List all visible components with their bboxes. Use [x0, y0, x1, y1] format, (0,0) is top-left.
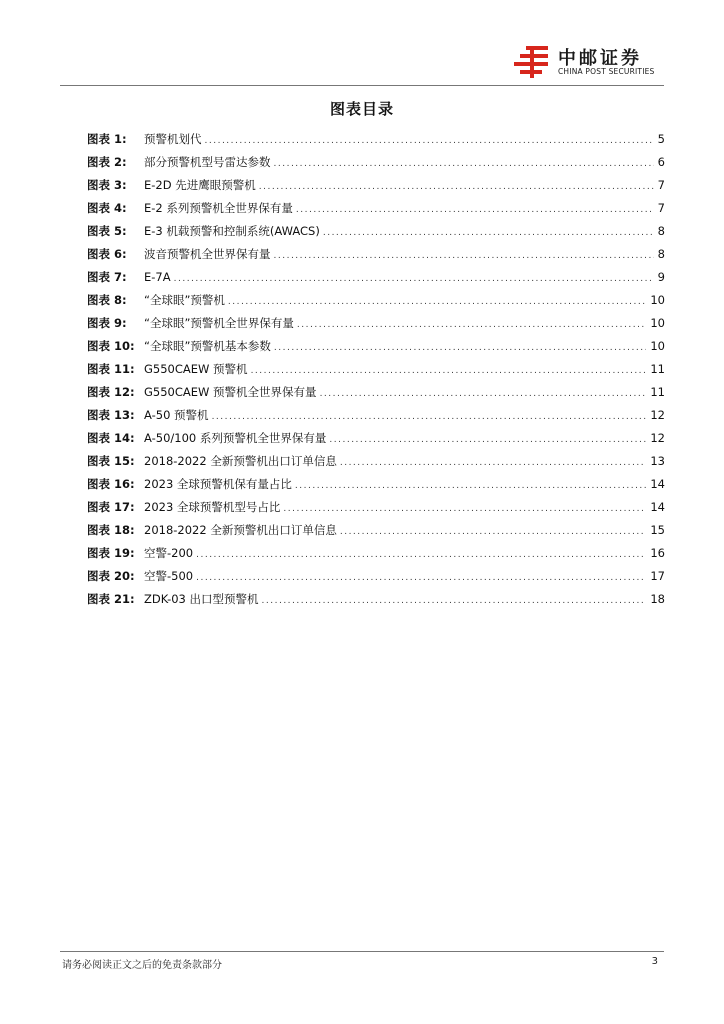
toc-figure-title: A-50/100 系列预警机全世界保有量	[144, 431, 327, 445]
toc-leader-dots	[295, 475, 646, 498]
page-title: 图表目录	[329, 100, 394, 118]
toc-figure-title: E-2D 先进鹰眼预警机	[144, 178, 256, 192]
toc-leader-dots	[323, 222, 654, 245]
toc-figure-title: 空警-200	[144, 546, 194, 560]
toc-page-number: 12	[650, 431, 665, 445]
toc-leader-dots	[274, 153, 654, 176]
toc-entry[interactable]	[87, 151, 665, 174]
logo-english-name: CHINA POST SECURITIES	[558, 67, 655, 76]
toc-entry[interactable]	[87, 542, 665, 565]
table-of-figures	[87, 128, 665, 611]
toc-figure-title: “全球眼”预警机	[144, 293, 225, 307]
toc-leader-dots	[212, 406, 647, 429]
toc-figure-number: 图表 16:	[87, 477, 135, 491]
toc-figure-title: ZDK-03 出口型预警机	[144, 592, 259, 606]
toc-entry[interactable]	[87, 220, 665, 243]
toc-leader-dots	[283, 498, 646, 521]
toc-figure-title: 波音预警机全世界保有量	[144, 247, 271, 261]
toc-leader-dots	[196, 544, 646, 567]
toc-leader-dots	[196, 567, 646, 590]
toc-figure-title: E-7A	[144, 270, 171, 284]
toc-leader-dots	[296, 199, 654, 222]
toc-figure-number: 图表 5:	[87, 224, 127, 238]
toc-leader-dots	[340, 521, 647, 544]
footer-disclaimer: 请务必阅读正文之后的免责条款部分	[62, 960, 222, 971]
toc-leader-dots	[274, 337, 646, 360]
toc-figure-number: 图表 7:	[87, 270, 127, 284]
toc-entry[interactable]	[87, 243, 665, 266]
toc-figure-title: E-2 系列预警机全世界保有量	[144, 201, 293, 215]
toc-page-number: 8	[657, 224, 665, 238]
toc-entry[interactable]	[87, 565, 665, 588]
toc-figure-number: 图表 10:	[87, 339, 135, 353]
toc-figure-title: 预警机划代	[144, 132, 202, 146]
toc-page-number: 11	[650, 362, 665, 376]
toc-figure-number: 图表 6:	[87, 247, 127, 261]
toc-figure-number: 图表 9:	[87, 316, 127, 330]
toc-leader-dots	[320, 383, 647, 406]
page-number: 3	[651, 956, 658, 967]
toc-figure-number: 图表 3:	[87, 178, 127, 192]
toc-figure-number: 图表 12:	[87, 385, 135, 399]
toc-entry[interactable]	[87, 381, 665, 404]
toc-entry[interactable]	[87, 266, 665, 289]
toc-figure-title: “全球眼”预警机全世界保有量	[144, 316, 294, 330]
toc-figure-number: 图表 21:	[87, 592, 135, 606]
toc-page-number: 15	[650, 523, 665, 537]
toc-leader-dots	[274, 245, 654, 268]
footer-divider	[60, 951, 664, 952]
toc-leader-dots	[228, 291, 646, 314]
toc-entry[interactable]	[87, 588, 665, 611]
toc-figure-number: 图表 14:	[87, 431, 135, 445]
toc-figure-number: 图表 18:	[87, 523, 135, 537]
toc-page-number: 18	[650, 592, 665, 606]
logo-chinese-name: 中邮证券	[558, 48, 642, 69]
toc-leader-dots	[251, 360, 647, 383]
toc-figure-title: 2023 全球预警机型号占比	[144, 500, 281, 514]
toc-figure-title: 部分预警机型号雷达参数	[144, 155, 271, 169]
toc-page-number: 6	[657, 155, 665, 169]
toc-page-number: 11	[650, 385, 665, 399]
toc-entry[interactable]	[87, 358, 665, 381]
toc-entry[interactable]	[87, 128, 665, 151]
toc-figure-title: 2023 全球预警机保有量占比	[144, 477, 292, 491]
toc-figure-number: 图表 19:	[87, 546, 135, 560]
toc-entry[interactable]	[87, 289, 665, 312]
toc-entry[interactable]	[87, 174, 665, 197]
header-divider	[60, 85, 664, 86]
toc-entry[interactable]	[87, 335, 665, 358]
toc-page-number: 17	[650, 569, 665, 583]
toc-leader-dots	[329, 429, 646, 452]
toc-figure-title: E-3 机载预警和控制系统(AWACS)	[144, 224, 320, 238]
toc-page-number: 13	[650, 454, 665, 468]
toc-figure-title: G550CAEW 预警机	[144, 362, 248, 376]
toc-figure-number: 图表 8:	[87, 293, 127, 307]
toc-entry[interactable]	[87, 496, 665, 519]
toc-figure-title: 空警-500	[144, 569, 194, 583]
toc-figure-number: 图表 13:	[87, 408, 135, 422]
toc-page-number: 14	[650, 477, 665, 491]
toc-entry[interactable]	[87, 450, 665, 473]
toc-figure-number: 图表 17:	[87, 500, 135, 514]
toc-page-number: 5	[657, 132, 665, 146]
toc-entry[interactable]	[87, 519, 665, 542]
toc-leader-dots	[174, 268, 654, 291]
toc-page-number: 10	[650, 316, 665, 330]
toc-figure-title: 2018-2022 全新预警机出口订单信息	[144, 454, 337, 468]
toc-page-number: 7	[657, 201, 665, 215]
toc-page-number: 10	[650, 339, 665, 353]
toc-leader-dots	[205, 130, 654, 153]
toc-figure-number: 图表 11:	[87, 362, 135, 376]
company-logo	[512, 42, 672, 82]
toc-leader-dots	[259, 176, 654, 199]
toc-entry[interactable]	[87, 312, 665, 335]
toc-figure-number: 图表 1:	[87, 132, 127, 146]
toc-entry[interactable]	[87, 473, 665, 496]
toc-leader-dots	[340, 452, 647, 475]
toc-leader-dots	[297, 314, 646, 337]
toc-figure-number: 图表 15:	[87, 454, 135, 468]
china-post-logo-icon	[512, 44, 552, 80]
toc-page-number: 7	[657, 178, 665, 192]
page-header	[0, 0, 724, 86]
toc-figure-title: “全球眼”预警机基本参数	[144, 339, 271, 353]
toc-page-number: 14	[650, 500, 665, 514]
toc-figure-title: A-50 预警机	[144, 408, 209, 422]
toc-page-number: 10	[650, 293, 665, 307]
toc-figure-title: G550CAEW 预警机全世界保有量	[144, 385, 317, 399]
toc-figure-number: 图表 20:	[87, 569, 135, 583]
toc-leader-dots	[262, 590, 647, 613]
toc-figure-title: 2018-2022 全新预警机出口订单信息	[144, 523, 337, 537]
toc-entry[interactable]	[87, 197, 665, 220]
toc-page-number: 16	[650, 546, 665, 560]
toc-page-number: 8	[657, 247, 665, 261]
toc-page-number: 9	[657, 270, 665, 284]
toc-entry[interactable]	[87, 404, 665, 427]
toc-figure-number: 图表 4:	[87, 201, 127, 215]
toc-figure-number: 图表 2:	[87, 155, 127, 169]
toc-entry[interactable]	[87, 427, 665, 450]
toc-page-number: 12	[650, 408, 665, 422]
